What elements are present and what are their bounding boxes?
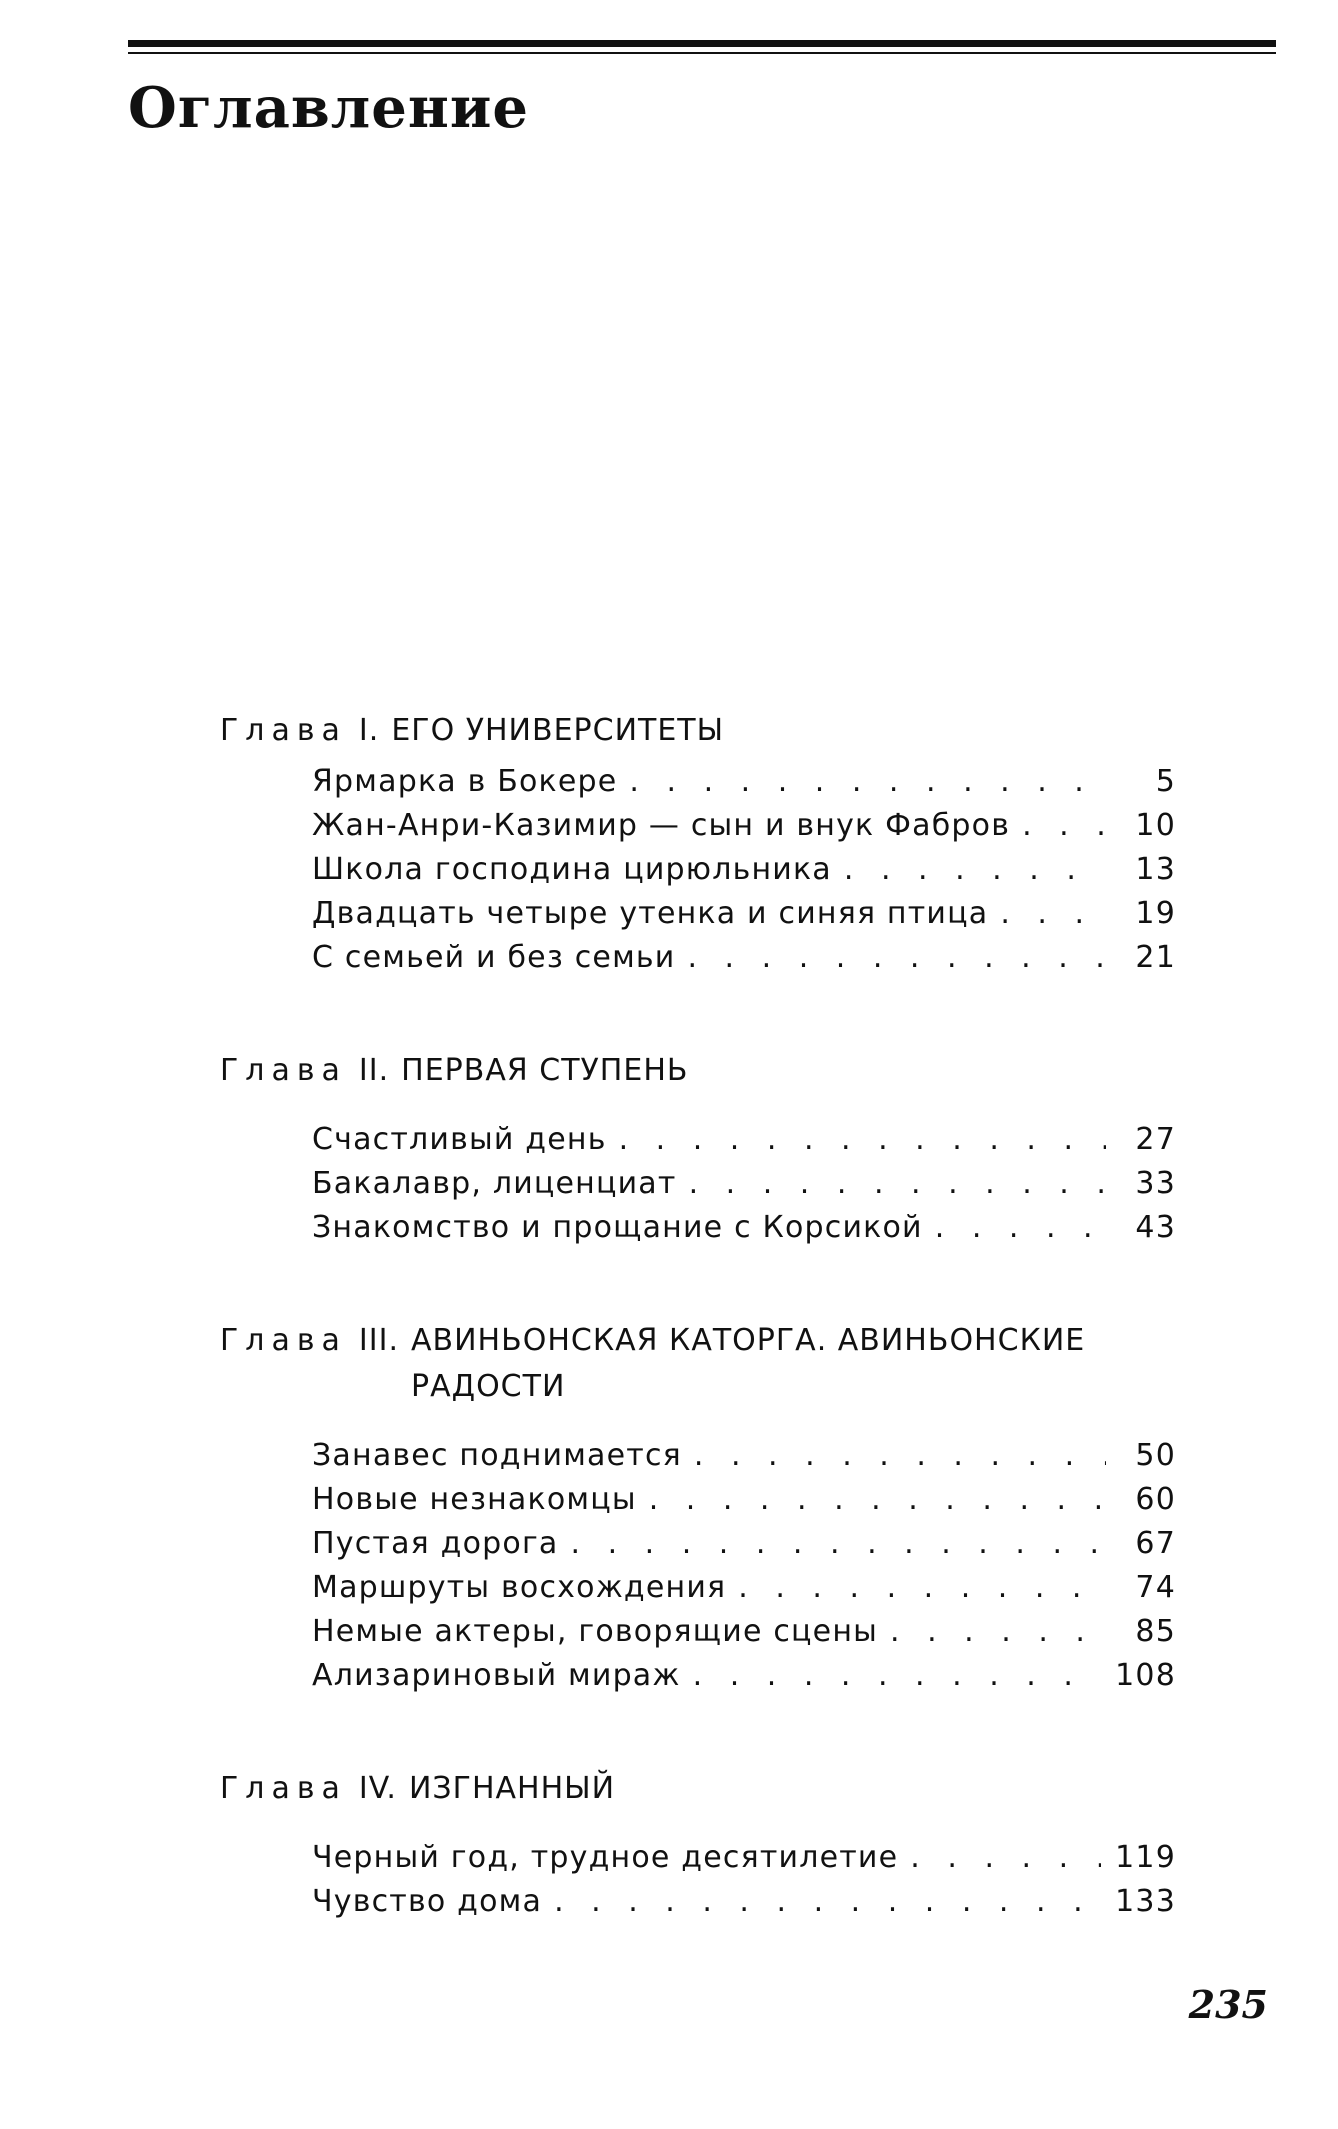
entry-title: Счастливый день [312, 1122, 607, 1157]
entry-title: Школа господина цирюльника [312, 852, 832, 887]
dot-leader [689, 1162, 1106, 1206]
dot-leader [649, 1478, 1106, 1522]
toc-entry[interactable] [312, 1522, 1176, 1566]
entry-page-number: 50 [1135, 1438, 1176, 1473]
toc-entry[interactable] [312, 1206, 1176, 1250]
chapter-title: ИЗГНАННЫЙ [408, 1771, 616, 1806]
dot-leader [629, 760, 1106, 804]
toc-entry[interactable] [312, 1654, 1176, 1698]
chapter-2 [220, 1048, 1176, 1250]
entry-title: Новые незнакомцы [312, 1482, 637, 1517]
dot-leader [1022, 804, 1106, 848]
dot-leader [935, 1206, 1106, 1250]
dot-leader [844, 848, 1106, 892]
entry-title: Маршруты восхождения [312, 1570, 727, 1605]
toc-entry[interactable] [312, 848, 1176, 892]
entry-list [220, 1118, 1176, 1250]
entry-page-number: 108 [1115, 1658, 1176, 1693]
top-rule [128, 40, 1276, 47]
entry-page-number: 43 [1135, 1210, 1176, 1245]
dot-leader [554, 1880, 1101, 1924]
entry-title: Ярмарка в Бокере [312, 764, 618, 799]
chapter-title: ЕГО УНИВЕРСИТЕТЫ [391, 713, 725, 748]
toc-entry[interactable] [312, 1434, 1176, 1478]
chapter-label: Глава [220, 1771, 347, 1806]
page-number: 235 [1188, 1982, 1268, 2027]
dot-leader [693, 1654, 1102, 1698]
entry-title: Немые актеры, говорящие сцены [312, 1614, 879, 1649]
chapter-label: Глава [220, 1323, 347, 1358]
chapter-1 [220, 708, 1176, 980]
entry-title: Жан-Анри-Казимир — сын и внук Фабров [312, 808, 1011, 843]
page-title: Оглавление [128, 75, 530, 141]
entry-page-number: 10 [1135, 808, 1176, 843]
entry-page-number: 60 [1135, 1482, 1176, 1517]
entry-page-number: 74 [1135, 1570, 1176, 1605]
toc-entry[interactable] [312, 760, 1176, 804]
dot-leader [1000, 892, 1106, 936]
entry-page-number: 85 [1135, 1614, 1176, 1649]
chapter-number: IV. [358, 1771, 397, 1806]
dot-leader [890, 1610, 1106, 1654]
toc-entry[interactable] [312, 804, 1176, 848]
chapter-heading [220, 708, 1176, 754]
entry-page-number: 67 [1135, 1526, 1176, 1561]
entry-page-number: 13 [1135, 852, 1176, 887]
toc-entry[interactable] [312, 1118, 1176, 1162]
entry-page-number: 21 [1135, 940, 1176, 975]
entry-title: Пустая дорога [312, 1526, 559, 1561]
toc-entry[interactable] [312, 892, 1176, 936]
top-rule-thin [128, 52, 1276, 54]
dot-leader [687, 936, 1106, 980]
chapter-heading [220, 1318, 1176, 1410]
dot-leader [571, 1522, 1107, 1566]
toc-entry[interactable] [312, 1880, 1176, 1924]
entry-list [220, 1434, 1176, 1698]
entry-page-number: 33 [1135, 1166, 1176, 1201]
chapter-heading [220, 1766, 1176, 1812]
chapter-3 [220, 1318, 1176, 1698]
chapter-heading [220, 1048, 1176, 1094]
entry-list [220, 1836, 1176, 1924]
dot-leader [619, 1118, 1106, 1162]
chapter-label: Глава [220, 1053, 347, 1088]
entry-title: С семьей и без семьи [312, 940, 676, 975]
chapter-4 [220, 1766, 1176, 1924]
entry-page-number: 19 [1135, 896, 1176, 931]
entry-page-number: 119 [1115, 1840, 1176, 1875]
entry-title: Чувство дома [312, 1884, 543, 1919]
entry-title: Двадцать четыре утенка и синяя птица [312, 896, 989, 931]
dot-leader [910, 1836, 1101, 1880]
entry-title: Бакалавр, лиценциат [312, 1166, 677, 1201]
entry-title: Черный год, трудное десятилетие [312, 1840, 899, 1875]
toc-entry[interactable] [312, 1162, 1176, 1206]
entry-page-number: 5 [1155, 764, 1176, 799]
chapter-number: I. [358, 713, 380, 748]
chapter-number: III. [358, 1323, 400, 1358]
toc-entry[interactable] [312, 1566, 1176, 1610]
entry-title: Ализариновый мираж [312, 1658, 681, 1693]
dot-leader [694, 1434, 1106, 1478]
chapter-title: ПЕРВАЯ СТУПЕНЬ [401, 1053, 689, 1088]
entry-list [220, 760, 1176, 980]
chapter-label: Глава [220, 713, 347, 748]
entry-page-number: 27 [1135, 1122, 1176, 1157]
toc-entry[interactable] [312, 936, 1176, 980]
table-of-contents [220, 708, 1176, 1924]
entry-title: Занавес поднимается [312, 1438, 682, 1473]
dot-leader [738, 1566, 1106, 1610]
toc-entry[interactable] [312, 1478, 1176, 1522]
chapter-title: АВИНЬОНСКАЯ КАТОРГА. АВИНЬОНСКИЕ РАДОСТИ [411, 1323, 1086, 1404]
toc-entry[interactable] [312, 1836, 1176, 1880]
toc-entry[interactable] [312, 1610, 1176, 1654]
entry-page-number: 133 [1115, 1884, 1176, 1919]
chapter-number: II. [358, 1053, 390, 1088]
entry-title: Знакомство и прощание с Корсикой [312, 1210, 923, 1245]
